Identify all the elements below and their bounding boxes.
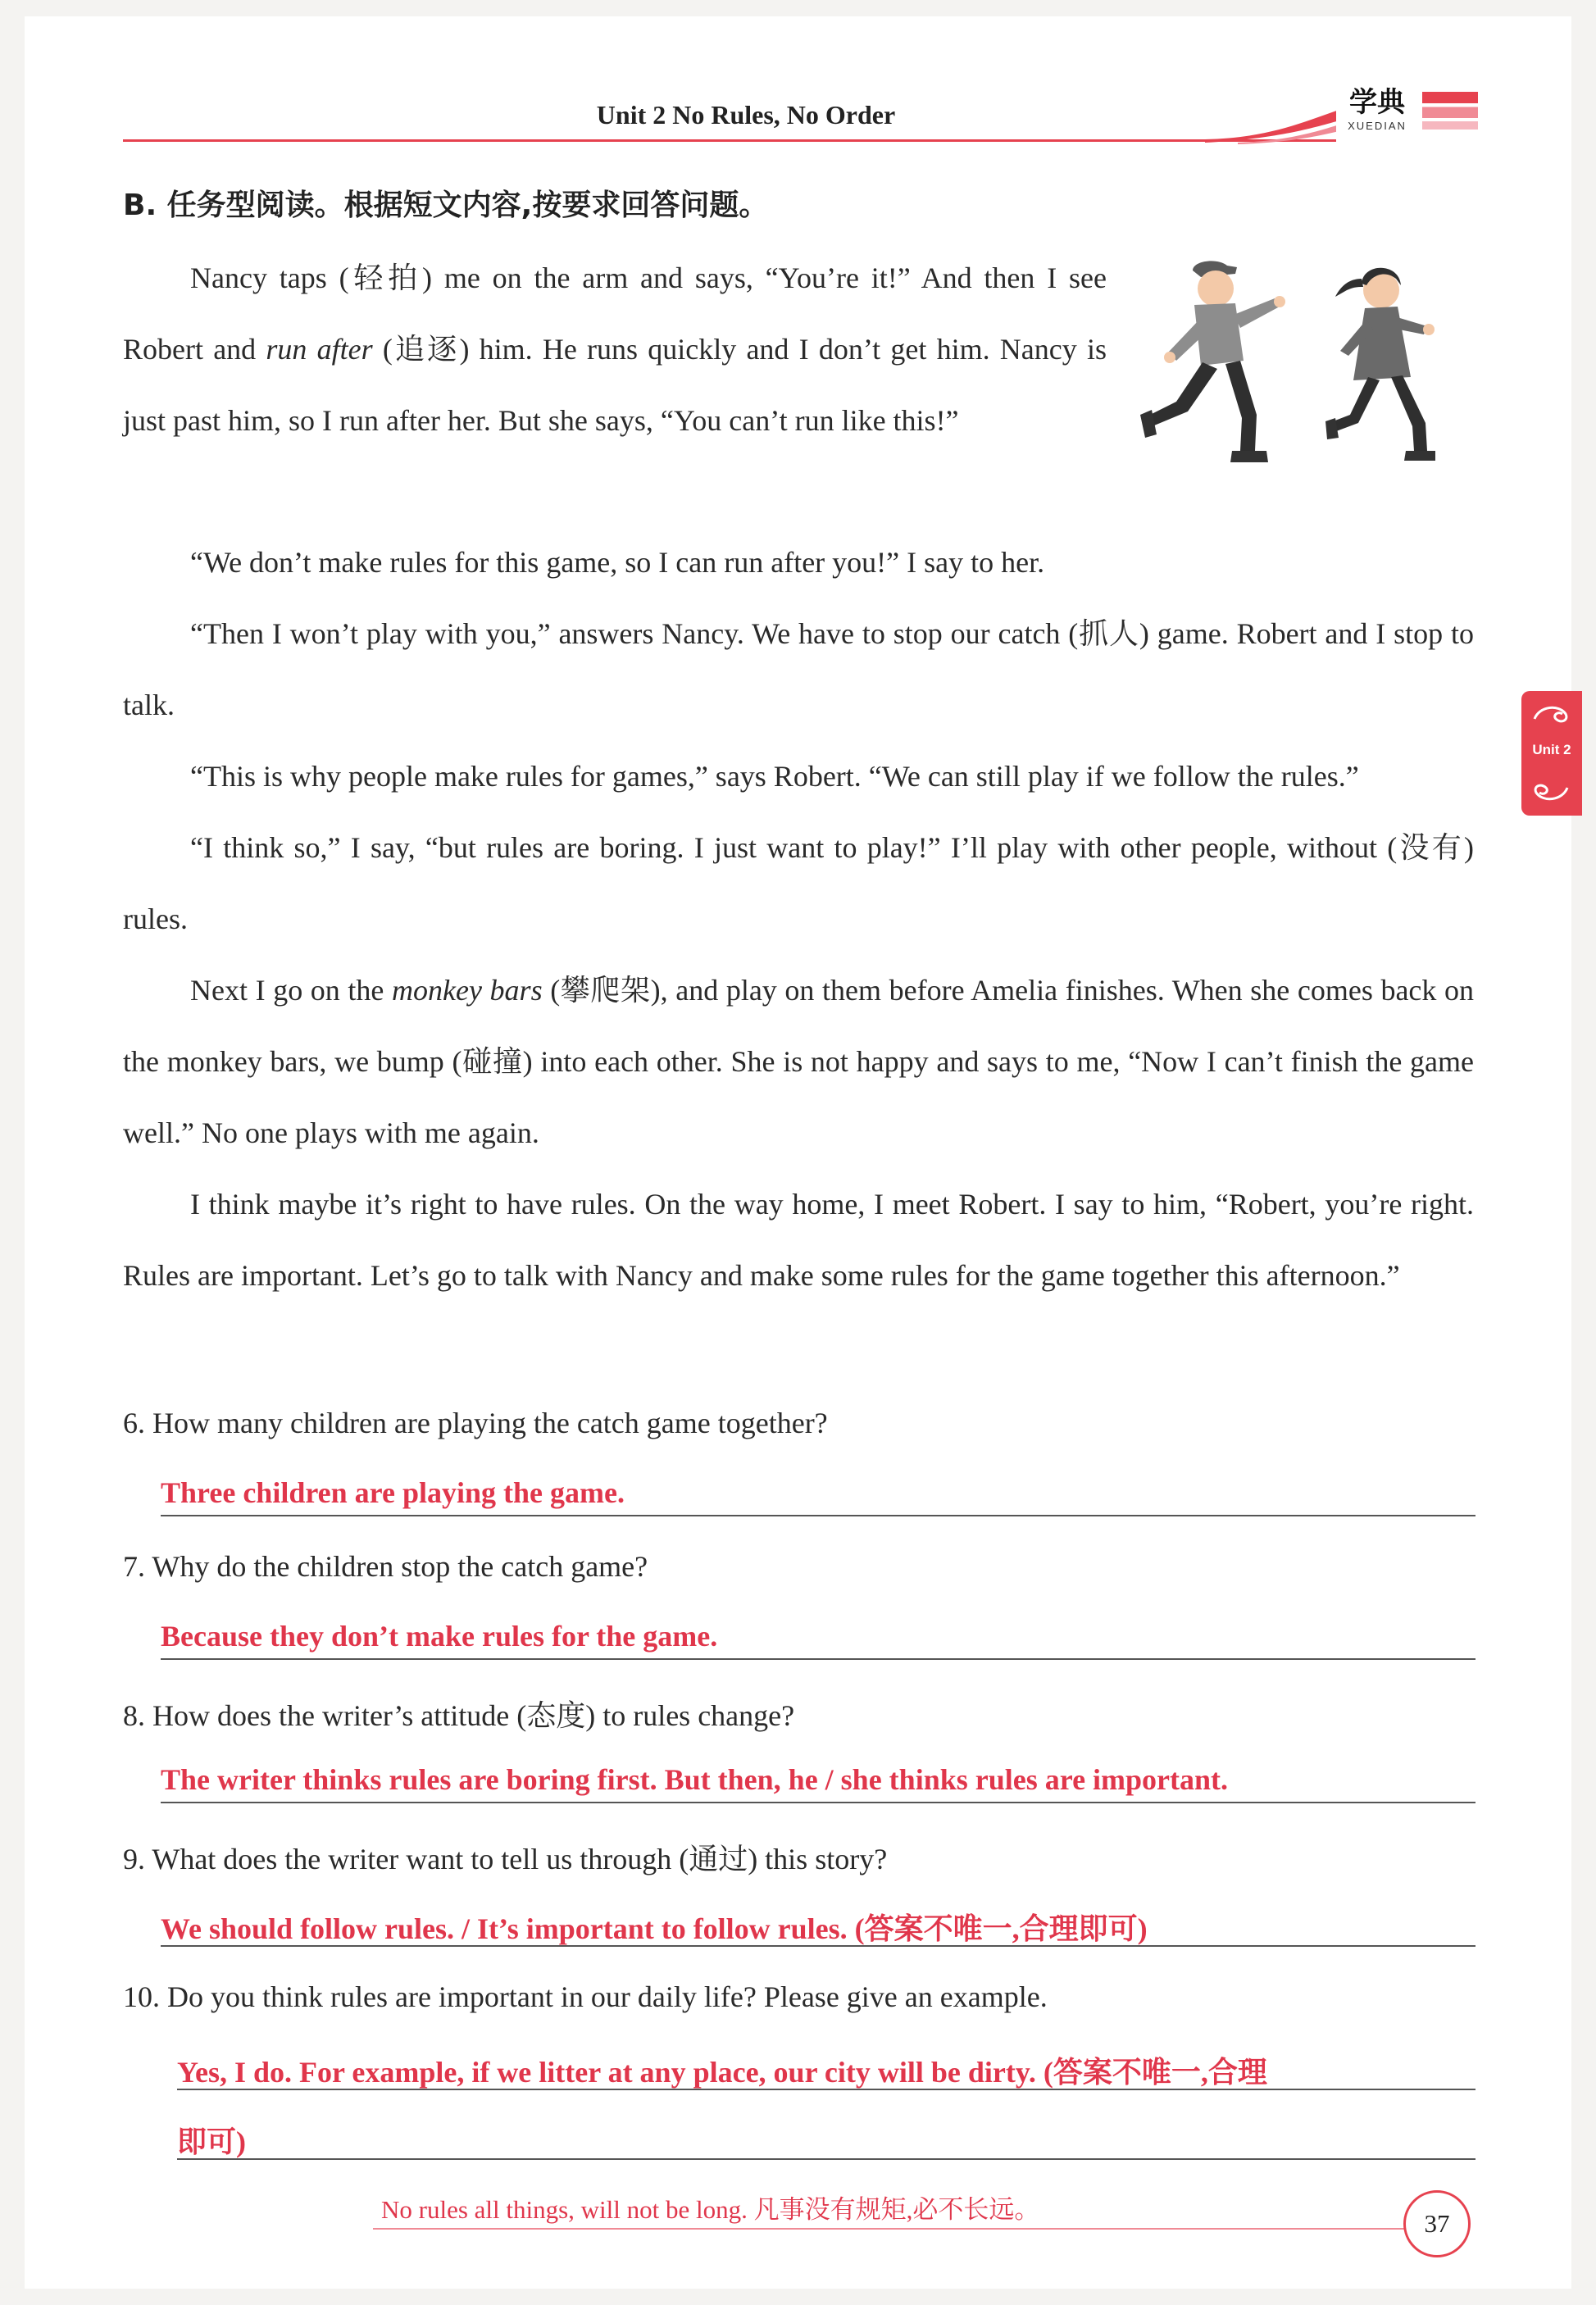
footer-rule [373,2228,1414,2230]
answer-7: Because they don’t make rules for the game. [161,1620,718,1653]
answer-line [177,2089,1476,2090]
answer-line [161,1945,1476,1947]
side-tab-label: Unit 2 [1532,742,1571,757]
passage-paragraph-2: “We don’t make rules for this game, so I can run after you!” I say to her. [190,546,1045,579]
brand-stripes [1422,92,1478,130]
passage-paragraph-1: Nancy taps (轻拍) me on the arm and says, “You’re it!” And then I see Robert and run after (追逐) him. He runs quickly and I don’t get him. Nancy is just past him, so I run after her. But she says, “You can’t run like this!” [123,261,1107,437]
page-number: 37 [1403,2190,1471,2257]
italic-term: run after [266,333,373,366]
answer-10-line-1: Yes, I do. For example, if we litter at any place, our city will be dirty. (答案不唯一,合理 [177,2056,1267,2089]
answer-8: The writer thinks rules are boring first. But then, he / she thinks rules are important. [161,1763,1229,1796]
section-heading: B. 任务型阅读。根据短文内容,按要求回答问题。 [123,189,769,222]
running-boy-icon [1140,261,1285,462]
answer-line [161,1802,1476,1803]
swirl-ornament-icon [1530,702,1572,727]
answer-line [161,1515,1476,1516]
unit-side-tab[interactable] [1521,691,1582,816]
unit-title: Unit 2 No Rules, No Order [596,100,896,130]
passage-paragraph-7: I think maybe it’s right to have rules. On the way home, I meet Robert. I say to him, “Robert, you’re right. Rules are important. Let’s go to talk with Nancy and make some rules for the game together this afternoon.” [123,1188,1474,1292]
brand-chinese: 学典 [1349,86,1405,119]
passage-paragraph-5: “I think so,” I say, “but rules are boring. I just want to play!” I’ll play with other people, without (没有) rules. [123,831,1474,935]
question-7: 7. Why do the children stop the catch game? [123,1550,648,1583]
passage-paragraph-6: Next I go on the monkey bars (攀爬架), and play on them before Amelia finishes. When she comes back on the monkey bars, we bump (碰撞) into each other. She is not happy and says to me, “Now I can’t finish the game well.” No one plays with me again. [123,974,1475,1149]
brand-english: XUEDIAN [1348,120,1407,132]
answer-line [161,1658,1476,1660]
question-10: 10. Do you think rules are important in our daily life? Please give an example. [123,1980,1048,2013]
footer-motto: No rules all things, will not be long. 凡事没有规矩,必不长远。 [381,2195,1040,2224]
answer-line [177,2158,1476,2160]
passage-paragraph-3: “Then I won’t play with you,” answers Nancy. We have to stop our catch (抓人) game. Robert and I stop to talk. [123,617,1475,721]
brand-logo [1336,85,1418,143]
header-rule [123,139,1336,142]
swirl-ornament-icon [1530,780,1572,804]
italic-term: monkey bars [392,974,543,1007]
answer-6: Three children are playing the game. [161,1476,625,1509]
running-children-illustration [1135,254,1480,475]
question-6: 6. How many children are playing the catch game together? [123,1407,828,1439]
question-9: 9. What does the writer want to tell us through (通过) this story? [123,1843,888,1875]
answer-10-line-2: 即可) [177,2125,246,2158]
question-8: 8. How does the writer’s attitude (态度) to rules change? [123,1699,795,1732]
answer-9: We should follow rules. / It’s important to follow rules. (答案不唯一,合理即可) [161,1912,1148,1945]
passage-paragraph-4: “This is why people make rules for games,” says Robert. “We can still play if we follow the rules.” [190,760,1359,793]
running-girl-icon [1325,268,1435,461]
